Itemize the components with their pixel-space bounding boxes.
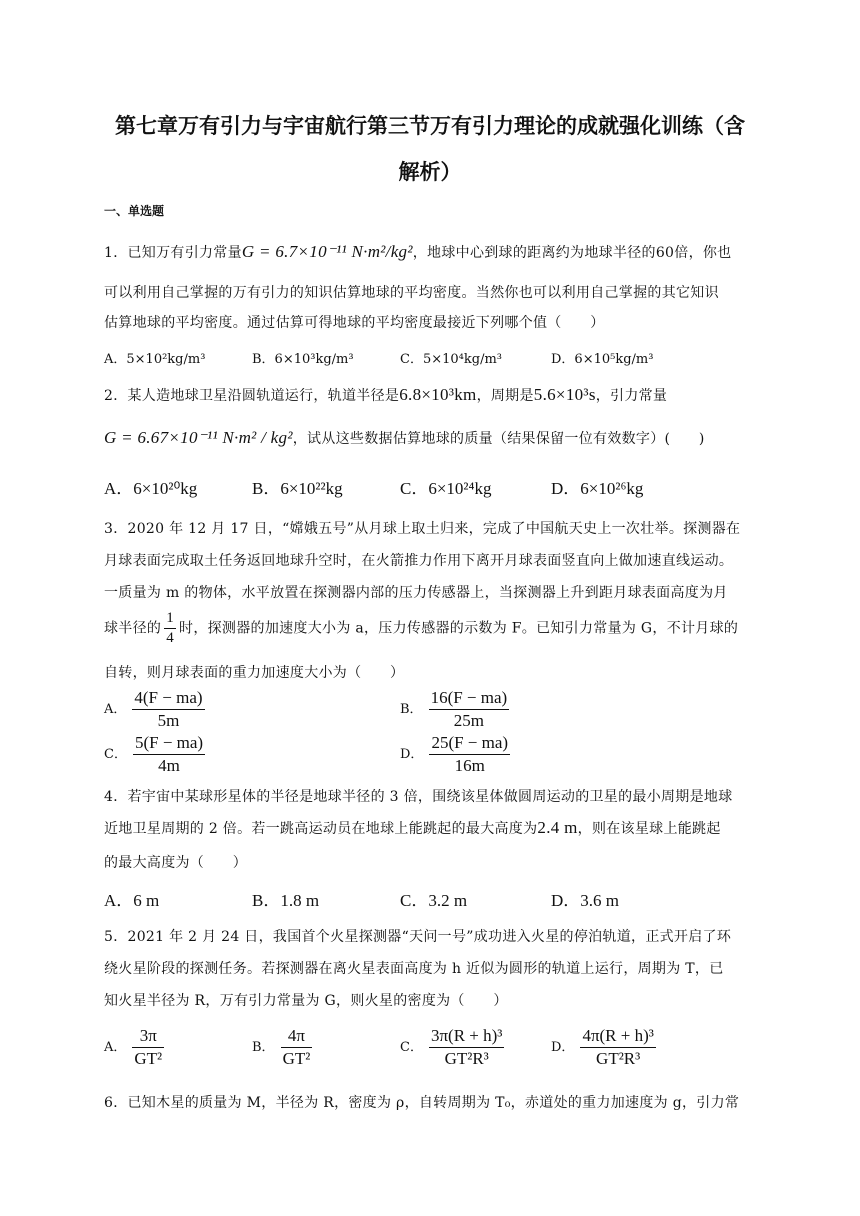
question-3-line-4: 球半径的 $\frac{1}{4}$ 时，探测器的加速度大小为 a，压力传感器的示数为 F。已知引力常量为 G，不计月球的 bbox=[104, 610, 739, 646]
document-title: 第七章万有引力与宇宙航行第三节万有引力理论的成就强化训练（含 bbox=[115, 114, 745, 138]
question-5-option-a[interactable]: A． $\frac{3\pi}{\text{GT²}}$ bbox=[104, 1026, 163, 1068]
question-3-line-3: 一质量为 m 的物体，水平放置在探测器内部的压力传感器上，当探测器上升到距月球表面高度为月 bbox=[104, 585, 728, 601]
question-3-option-c[interactable]: C． $\frac{5(F - ma)}{4m}$ bbox=[104, 733, 204, 775]
question-3-line-2: 月球表面完成取土任务返回地球升空时，在火箭推力作用下离开月球表面竖直向上做加速直线运动。 bbox=[104, 553, 734, 569]
section-heading: 一、单选题 bbox=[104, 204, 165, 218]
question-2-option-a[interactable]: A．6×10²⁰kg bbox=[104, 479, 198, 498]
one-quarter-fraction: $\frac{1}{4}$ bbox=[166, 610, 175, 646]
question-1-option-a[interactable]: A．5×10²kg/m³ bbox=[104, 352, 206, 367]
question-2-line-2: G = 6.67×10⁻¹¹ N·m² / kg²，试从这些数据估算地球的质量（结果保留一位有效数字）( ) bbox=[104, 428, 705, 447]
question-4-line-1: 4．若宇宙中某球形星体的半径是地球半径的 3 倍，围绕该星体做圆周运动的卫星的最小周期是地球 bbox=[104, 789, 733, 805]
question-2-line-1: 2．某人造地球卫星沿圆轨道运行，轨道半径是6.8×10³km，周期是5.6×10³s，引力常量 bbox=[104, 385, 668, 404]
question-3-option-d[interactable]: D． $\frac{25(F - ma)}{16m}$ bbox=[400, 733, 509, 775]
question-6-line-1: 6．已知木星的质量为 M，半径为 R，密度为 ρ，自转周期为 T₀，赤道处的重力加速度为 g，引力常 bbox=[104, 1095, 740, 1111]
question-4-line-2: 近地卫星周期的 2 倍。若一跳高运动员在地球上能跳起的最大高度为2.4 m，则在该星球上能跳起 bbox=[104, 818, 721, 837]
question-5-option-c[interactable]: C． $\frac{\text{3π(R + h)³}}{\text{GT²R³}}$ bbox=[400, 1026, 503, 1068]
question-4-option-b[interactable]: B．1.8 m bbox=[252, 891, 320, 910]
question-5-line-2: 绕火星阶段的探测任务。若探测器在离火星表面高度为 h 近似为圆形的轨道上运行，周期为 T，已 bbox=[104, 961, 724, 977]
question-4-line-3: 的最大高度为（ ） bbox=[104, 855, 247, 871]
question-1-option-d[interactable]: D．6×10⁵kg/m³ bbox=[551, 352, 654, 367]
question-5-line-3: 知火星半径为 R，万有引力常量为 G，则火星的密度为（ ） bbox=[104, 993, 508, 1009]
question-3-line-1: 3．2020 年 12 月 17 日，“嫦娥五号”从月球上取土归来，完成了中国航天史上一次壮举。探测器在 bbox=[104, 521, 741, 537]
question-3-line-5: 自转，则月球表面的重力加速度大小为（ ） bbox=[104, 665, 405, 681]
question-2-option-c[interactable]: C．6×10²⁴kg bbox=[400, 479, 492, 498]
question-3-option-a[interactable]: A． $\frac{4(F - ma)}{5m}$ bbox=[104, 688, 203, 730]
question-1-line-1: 1．已知万有引力常量G = 6.7×10⁻¹¹ N·m²/kg²，地球中心到球的距离约为地球半径的60倍，你也 bbox=[104, 242, 732, 261]
question-5-option-b[interactable]: B． $\frac{4\pi}{\text{GT²}}$ bbox=[252, 1026, 311, 1068]
question-3-option-b[interactable]: B． $\frac{16(F - ma)}{25m}$ bbox=[400, 688, 508, 730]
question-2-option-b[interactable]: B．6×10²²kg bbox=[252, 479, 343, 498]
question-2-formula: G = 6.67×10⁻¹¹ N·m² / kg² bbox=[104, 428, 293, 447]
document-title-continued: 解析） bbox=[398, 160, 462, 184]
question-1-line-3: 估算地球的平均密度。通过估算可得地球的平均密度最接近下列哪个值（ ） bbox=[104, 315, 605, 331]
question-4-option-a[interactable]: A．6 m bbox=[104, 891, 160, 910]
question-4-option-c[interactable]: C．3.2 m bbox=[400, 891, 468, 910]
question-1-option-b[interactable]: B．6×10³kg/m³ bbox=[252, 352, 354, 367]
question-1-formula: G = 6.7×10⁻¹¹ N·m²/kg² bbox=[241, 242, 413, 261]
question-2-option-d[interactable]: D．6×10²⁶kg bbox=[551, 479, 644, 498]
question-5-option-d[interactable]: D． $\frac{\text{4π(R + h)³}}{\text{GT²R³}}$ bbox=[551, 1026, 654, 1068]
question-1-line-2: 可以利用自己掌握的万有引力的知识估算地球的平均密度。当然你也可以利用自己掌握的其它知识 bbox=[104, 285, 719, 301]
question-1-option-c[interactable]: C．5×10⁴kg/m³ bbox=[400, 352, 502, 367]
question-4-option-d[interactable]: D．3.6 m bbox=[551, 891, 619, 910]
question-5-line-1: 5．2021 年 2 月 24 日，我国首个火星探测器“天问一号”成功进入火星的停泊轨道，正式开启了环 bbox=[104, 929, 732, 945]
